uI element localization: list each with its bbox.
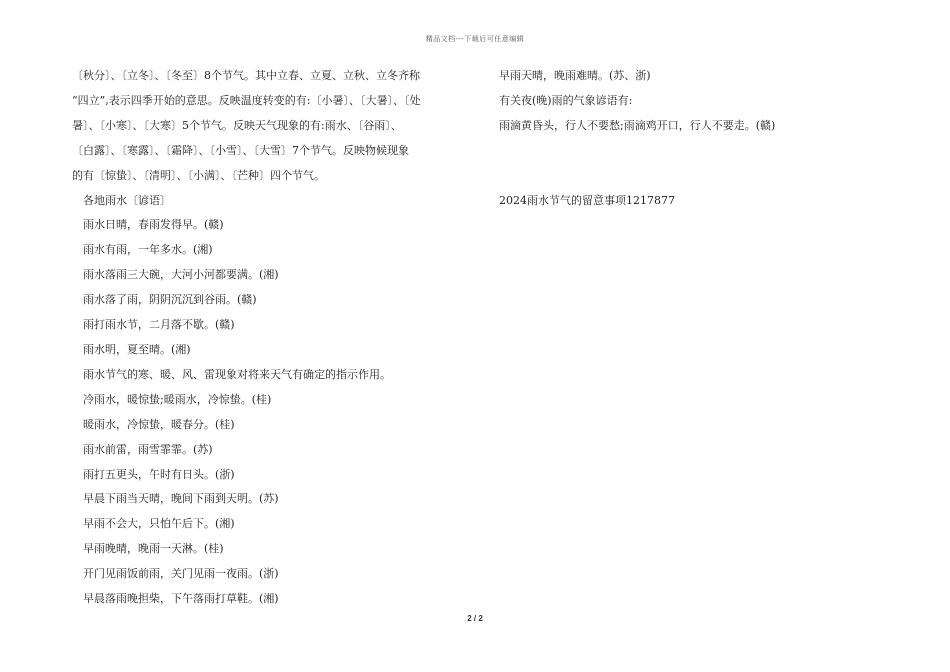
proverb-line: 雨水落了雨，阴阴沉沉到谷雨。(赣): [83, 293, 257, 307]
next-section-title: 2024雨水节气的留意事项1217877: [499, 193, 675, 207]
proverb-line: 早晨落雨晚担柴，下午落雨打草鞋。(湘): [83, 592, 279, 606]
proverb-line: 有关夜(晚)雨的气象谚语有:: [499, 93, 633, 107]
proverb-line: 雨打五更头，午时有日头。(浙): [83, 467, 235, 481]
intro-line: “四立”,表示四季开始的意思。反映温度转变的有:〔小暑〕、〔大暑〕、〔处: [72, 93, 421, 107]
page-number: 2 / 2: [467, 614, 483, 623]
proverb-line: 早雨不会大，只怕午后下。(湘): [83, 517, 235, 531]
section-gap: [499, 139, 889, 189]
proverb-line: 暖雨水，冷惊蛰，暖春分。(桂): [83, 417, 235, 431]
proverb-line: 早雨天晴，晚雨难晴。(苏、浙): [499, 69, 651, 82]
proverb-line: 开门见雨饭前雨，关门见雨一夜雨。(浙): [83, 567, 279, 581]
right-column: [499, 64, 889, 214]
proverb-line: 雨水日晴，春雨发得早。(赣): [83, 218, 224, 232]
proverb-line: 冷雨水，暖惊蛰;暖雨水，冷惊蛰。(桂): [83, 392, 272, 406]
proverb-line: 雨水落雨三大碗，大河小河都要满。(湘): [83, 268, 279, 282]
proverb-line: 雨滴黄昏头，行人不要愁;雨滴鸡开口，行人不要走。(赣): [499, 118, 776, 132]
proverb-line: 雨打雨水节，二月落不歇。(赣): [83, 318, 235, 332]
proverb-line: 雨水明，夏至晴。(湘): [83, 342, 191, 356]
section-heading-proverbs: 各地雨水〔谚语〕: [83, 193, 171, 207]
proverb-line: 雨水节气的寒、暖、风、雷现象对将来天气有确定的指示作用。: [83, 367, 391, 381]
page-header: 精品文档---下载后可任意编辑: [425, 35, 525, 43]
left-column: [72, 64, 467, 612]
intro-line: 的有〔惊蛰〕、〔清明〕、〔小满〕、〔芒种〕四个节气。: [72, 168, 325, 182]
intro-line: 〔白露〕、〔寒露〕、〔霜降〕、〔小雪〕、〔大雪〕7个节气。反映物候现象: [72, 143, 409, 157]
proverb-line: 早晨下雨当天晴，晚间下雨到天明。(苏): [83, 492, 279, 506]
proverb-line: 早雨晚晴，晚雨一天淋。(桂): [83, 542, 224, 556]
proverb-line: 雨水有雨，一年多水。(湘): [83, 243, 213, 257]
proverb-line: 雨水前雷，雨雪霏霏。(苏): [83, 442, 213, 456]
intro-line: 暑〕、〔小寒〕、〔大寒〕5个节气。反映天气现象的有:雨水、〔谷雨〕、: [72, 118, 402, 132]
intro-line: 〔秋分〕、〔立冬〕、〔冬至〕8个节气。其中立春、立夏、立秋、立冬齐称: [72, 69, 420, 82]
